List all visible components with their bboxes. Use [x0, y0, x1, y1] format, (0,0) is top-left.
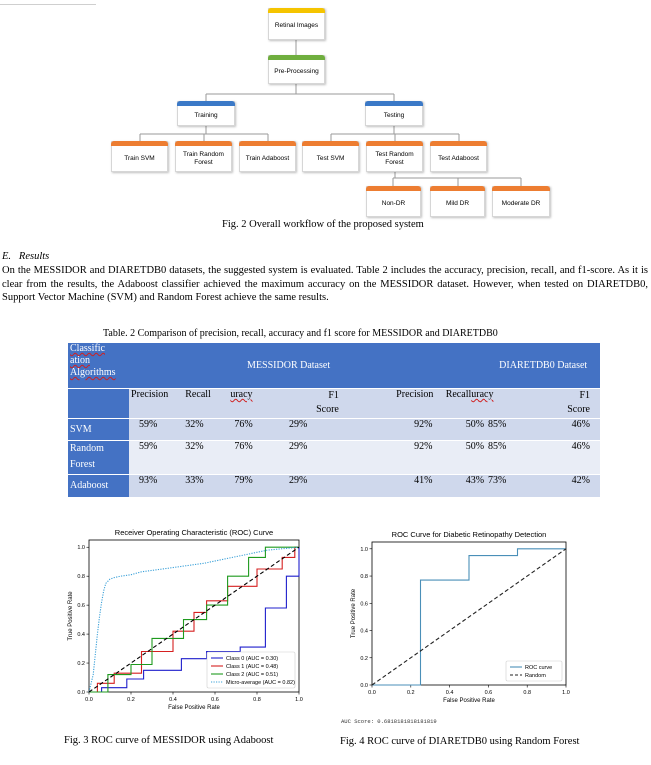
auc-score-footnote: AUC Score: 0.6818181818181819 [341, 718, 437, 725]
flow-non-dr: Non-DR [366, 186, 421, 217]
flow-test-random-forest: Test Random Forest [366, 141, 423, 172]
legend-entry: Class 1 (AUC = 0.48) [226, 664, 279, 670]
flow-test-svm: Test SVM [302, 141, 359, 172]
hdr-recall-m: Recall [183, 389, 228, 419]
corner-header: Classific ation Algorithms [68, 343, 129, 389]
y-axis-label: True Positive Rate [68, 591, 74, 641]
flow-testing: Testing [365, 101, 423, 126]
flow-train-random-forest: Train Random Forest [175, 141, 232, 172]
x-tick-label: 1.0 [295, 697, 303, 703]
legend-entry: Micro-average (AUC = 0.82) [226, 680, 295, 686]
table-row: Random Forest 59% 32% 76% 29% 92% 50% 85% 46% [68, 441, 600, 475]
x-tick-label: 0.2 [406, 690, 415, 696]
y-tick-label: 0.4 [77, 632, 85, 639]
x-tick-label: 0.0 [85, 697, 93, 703]
x-tick-label: 0.0 [368, 690, 376, 696]
y-tick-label: 0.6 [77, 603, 85, 610]
flow-retinal-images: Retinal Images [268, 8, 325, 40]
x-axis-label: False Positive Rate [443, 698, 495, 704]
legend-entry: Class 2 (AUC = 0.51) [226, 672, 279, 678]
y-tick-label: 0.0 [77, 690, 85, 696]
x-axis-label: False Positive Rate [168, 705, 220, 711]
table-row: Adaboost 93% 33% 79% 29% 41% 43% 73% 42% [68, 475, 600, 497]
results-paragraph: On the MESSIDOR and DIARETDB0 datasets, the suggested system is evaluated. Table 2 includes the accuracy, precision, recall, and f1-score. As it is clear from the results, the Adaboost classifier achieved the maximum accuracy on the MESSIDOR dataset. However, when tested on DIARETDB0, Support Vector Machine (SVM) and Random Forest achieve the same results. [2, 265, 648, 303]
diaretdb0-header: DIARETDB0 Dataset [394, 343, 600, 389]
y-tick-label: 1.0 [360, 546, 368, 553]
messidor-header: MESSIDOR Dataset [129, 343, 394, 389]
legend-entry: Class 0 (AUC = 0.30) [226, 656, 279, 662]
x-tick-label: 0.4 [169, 697, 177, 703]
y-tick-label: 0.8 [360, 574, 368, 581]
hdr-accuracy-m: uracy [228, 389, 277, 419]
x-tick-label: 0.4 [445, 690, 454, 696]
chart-title: ROC Curve for Diabetic Retinopathy Detection [391, 530, 547, 539]
fig3-caption: Fig. 3 ROC curve of MESSIDOR using Adaboost [64, 735, 274, 746]
roc-chart-messidor [64, 518, 310, 718]
hdr-recall-accuracy-d: Recalluracy [444, 389, 542, 419]
flow-mild-dr: Mild DR [430, 186, 485, 217]
y-tick-label: 0.8 [77, 574, 85, 581]
section-heading: E. Results [2, 251, 50, 262]
y-tick-label: 0.6 [360, 601, 368, 608]
flowchart-connectors [0, 0, 651, 220]
y-axis-label: True Positive Rate [351, 588, 357, 639]
roc-chart-diaretdb0 [335, 520, 580, 720]
fig2-caption: Fig. 2 Overall workflow of the proposed system [222, 219, 424, 230]
legend-entry: Random [525, 673, 546, 679]
hdr-precision-d: Precision [394, 389, 444, 419]
hdr-f1-d: F1 Score [541, 389, 600, 419]
x-tick-label: 1.0 [562, 690, 570, 696]
table-caption: Table. 2 Comparison of precision, recall, accuracy and f1 score for MESSIDOR and DIARETDB0 [103, 328, 498, 339]
hdr-precision-m: Precision [129, 389, 183, 419]
flow-test-adaboost: Test Adaboost [430, 141, 487, 172]
flow-train-svm: Train SVM [111, 141, 168, 172]
legend-entry: ROC curve [525, 665, 553, 671]
y-tick-label: 1.0 [77, 545, 85, 552]
x-tick-label: 0.6 [484, 690, 493, 696]
x-tick-label: 0.8 [253, 697, 261, 703]
hdr-f1-m: F1 Score [277, 389, 345, 419]
x-tick-label: 0.6 [211, 697, 219, 703]
fig4-caption: Fig. 4 ROC curve of DIARETDB0 using Random Forest [340, 736, 580, 747]
x-tick-label: 0.2 [127, 697, 135, 703]
table-row: SVM 59% 32% 76% 29% 92% 50% 85% 46% [68, 419, 600, 441]
flow-training: Training [177, 101, 235, 126]
chart-title: Receiver Operating Characteristic (ROC) Curve [114, 528, 274, 537]
y-tick-label: 0.2 [360, 655, 368, 662]
x-tick-label: 0.8 [523, 690, 532, 696]
flow-train-adaboost: Train Adaboost [239, 141, 296, 172]
flow-moderate-dr: Moderate DR [492, 186, 550, 217]
flow-preprocessing: Pre-Processing [268, 55, 325, 84]
y-tick-label: 0.0 [360, 683, 368, 689]
results-table [68, 342, 600, 497]
y-tick-label: 0.2 [77, 661, 85, 668]
y-tick-label: 0.4 [360, 628, 368, 635]
